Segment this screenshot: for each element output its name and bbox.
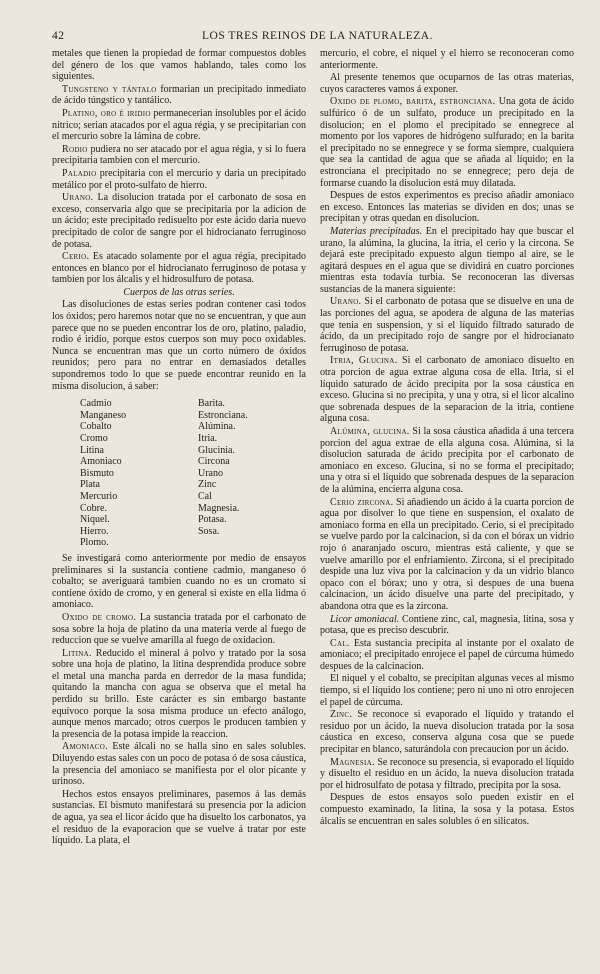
paragraph: [320, 226, 574, 296]
paragraph-text: Si la sosa cáustica añadida á una tercera porcion del agua extrae de ella alguna cosa. Alúmina, si la disolucion saturada de ácido precipita por el carbonato de amoniaco en exceso. Glucina, si no se forma el precipitado; una y otra si el líquido que sobrenada despues de la separacion de la alúmina, encierra alguna cosa.: [320, 426, 574, 495]
paragraph-text: Se reconoce su presencia, si evaporado el líquido y disuelto el residuo en un ácido, la nueva disolucion tratada por el hidrosulfato de potasa y filtrado, precipita por la sosa.: [320, 756, 574, 791]
paragraph: [320, 709, 574, 755]
paragraph-lead: Platino, oro é iridio: [62, 107, 151, 119]
element-list-item: Barita.: [198, 398, 225, 410]
paragraph: Hechos estos ensayos preliminares, pasemos á las demás sustancias. El bismuto manifestará su presencia por la adicion de agua, ya sea el licor ácido que ha disuelto los carbonatos, ya el residuo de la evaporacion que se vuelve á tratar por este líquido. La plata, el: [52, 788, 306, 847]
paragraph-text: permanecerian insolubles por el ácido nítrico; serian atacados por el agua régia, y se precipitarian con el mercurio sobre la lámina de cobre.: [52, 107, 306, 143]
paragraph-text: Contiene zinc, cal, magnesia, litina, sosa y potasa, que es preciso descubrir.: [320, 613, 574, 637]
element-list-item: Cromo: [80, 433, 108, 444]
section-subheading: Cuerpos de las otras series.: [123, 286, 235, 298]
paragraph: [320, 757, 574, 792]
paragraph-lead: Itria, Glucina.: [330, 355, 398, 367]
element-list-item: Magnesia.: [198, 502, 240, 514]
paragraph: [320, 426, 574, 496]
paragraph-lead: Licor amoniacal.: [330, 613, 400, 625]
right-column: [320, 48, 574, 848]
paragraph-lead: Materias precipitadas.: [330, 225, 423, 237]
paragraph-lead: Cal.: [330, 637, 350, 649]
paragraph: [52, 741, 306, 787]
paragraph: Despues de estos experimentos es preciso añadir amoniaco en exceso. Entonces las materias se dividen en dos; unas se precipitan y otras quedan en disolucion.: [320, 190, 574, 225]
paragraph-text: formarian un precipitado inmediato de ácido túngstico y tantálico.: [52, 83, 306, 107]
paragraph-text: precipitaria con el mercurio y daria un precipitado metálico por el proto-sulfato de hierro.: [52, 167, 306, 191]
paragraph-text: Se reconoce si evaporado el líquido y tratando el residuo por un ácido, la nueva disolucion tratada por la sosa cáustica en exceso, conserva alguna cosa que se puede precipitar en blanco, saturándola con precaucion por un ácido.: [320, 709, 574, 756]
paragraph-lead: Oxido de cromo.: [62, 611, 137, 623]
element-list-item: Cobalto: [80, 421, 112, 433]
paragraph: [52, 168, 306, 191]
paragraph: [52, 192, 306, 250]
paragraph-lead: Zinc.: [330, 709, 353, 721]
page-header: [52, 30, 574, 46]
paragraph-lead: Alúmina, glucina.: [330, 426, 410, 437]
paragraph: [52, 84, 306, 107]
paragraph-lead: Magnesia.: [330, 756, 375, 768]
paragraph: [52, 648, 306, 741]
element-list-item: Zinc: [198, 479, 217, 491]
paragraph: [52, 144, 306, 167]
paragraph-lead: Rodio: [62, 143, 88, 155]
element-list-item: Plomo.: [80, 537, 109, 549]
left-column: [52, 48, 306, 848]
element-list-item: Alúmina.: [198, 421, 236, 433]
element-list-left: [52, 398, 192, 549]
paragraph: [52, 612, 306, 647]
element-list-item: Mercurio: [80, 490, 118, 502]
element-list-right: [192, 398, 248, 549]
element-list-item: Glucinia.: [198, 444, 235, 456]
paragraph-text: pudiera no ser atacado por el agua régia, y si lo fuera precipitaria tambien con el mercurio.: [52, 143, 306, 167]
element-list-item: Cobre.: [80, 502, 107, 514]
paragraph: El niquel y el cobalto, se precipitan algunas veces al mismo tiempo, si el líquido los contiene; pero ni uno ni otro enrojecen el papel de cúrcuma.: [320, 673, 574, 708]
paragraph-lead: Amoniaco.: [62, 741, 108, 753]
paragraph-lead: Paladio: [62, 167, 97, 179]
paragraph: metales que tienen la propiedad de formar compuestos dobles del género de los que vamos hablando, tales como los siguientes.: [52, 48, 306, 83]
paragraph-text: Es atacado solamente por el agua régia, precipitado entonces en blanco por el hidrocianato ferruginoso de potasa y tambien por los álcalis y el hidrosulfuro de potasa.: [52, 251, 306, 286]
paragraph-text: En el precipitado hay que buscar el urano, la alúmina, la glucina, la itria, el cerio y la circona. Se dejará este precipitado expuesto algun tiempo al aire, se le agitará despues en el agua que se dividirá en cuatro porciones mientras esta todavía turbia. Se reconoceran las diversas sustancias de la manera siguiente:: [320, 225, 574, 295]
element-list-item: Plata: [80, 479, 100, 491]
paragraph-lead: Cerio.: [62, 251, 90, 263]
element-list-item: Urano: [198, 467, 223, 479]
element-list-item: Cal: [198, 490, 212, 502]
paragraph: [52, 251, 306, 286]
paragraph-text: La disolucion tratada por el carbonato de sosa en exceso, conservaria algo que se precipitaria por la adicion de un ácido; este precipitado redisuelto por este ácido daria nuevo precipitado de color de sangre por el hidrocianato ferruginoso de potasa.: [52, 192, 306, 250]
paragraph: mercurio, el cobre, el niquel y el hierro se reconoceran como anteriormente.: [320, 48, 574, 71]
paragraph: Despues de estos ensayos solo pueden existir en el compuesto examinado, la litina, la sosa y la potasa. Estos álcalis se encuentran en sales solubles ó en silicatos.: [320, 792, 574, 827]
element-list-item: Itria.: [198, 433, 218, 444]
element-list-item: Estronciana.: [198, 409, 248, 421]
paragraph: [320, 638, 574, 673]
paragraph-text: Una gota de ácido sulfúrico ó de un sulfato, produce un precipitado en la disolucion; en el plomo el precipitado se ennegrece al momento por los vapores de hidrógeno sulfurado; en la barita el precipitado no se ennegrece y se forma siempre, cualquiera que sea la cantidad de agua que se añada al líquido; en la estronciana el precipitado no se ennegrece; pero deja de formarse cuando la disolucion está muy dilatada.: [320, 96, 574, 189]
paragraph: Se investigará como anteriormente por medio de ensayos preliminares si la sustancia contiene cadmio, manganeso ó cobalto; se averiguará tambien cuando no es un cromato si contiene óxido de cromo, y en general si existe en ella lidma ó amoniaco.: [52, 552, 306, 611]
element-list-item: Circona: [198, 456, 230, 468]
paragraph-text: Reducido el mineral á polvo y tratado por la sosa sobre una hoja de platino, la litina desprendida produce sobre el metal una mancha parda en derredor de la masa fundida; quitando la mancha con agua se observa que el metal ha perdido su brillo. Este carácter es sin embargo bastante equívoco porque la sosa misma produce un efecto análogo, aunque menos marcado; otros cuerpos le producen tambien y la presencia de la potasa impide la reaccion.: [52, 647, 306, 740]
paragraph-lead: Oxido de plomo, barita, estronciana.: [330, 96, 496, 108]
element-list-item: Cadmio: [80, 398, 112, 410]
paragraph: Las disoluciones de estas series podran contener casi todos los óxidos; pero haremos notar que no se encuentran, y que aun parece que no se pueden encontrar los de oro, platino, paladio, rodio é iridio, porque estos cuerpos son muy poco oxidables. Nunca se encuentran mas que un corto número de óxidos reunidos; pero para no entrar en demasiados detalles supondremos todo lo que se puede encontrar reunido en la misma disolucion, á saber:: [52, 299, 306, 392]
paragraph-text: Esta sustancia precipita al instante por el oxalato de amoniaco; el precipitado enrojece el papel de cúrcuma húmedo despues de la calcinacion.: [320, 637, 574, 672]
paragraph-lead: Urano.: [330, 296, 362, 308]
page-number: 42: [52, 30, 65, 42]
element-list-item: Manganeso: [80, 409, 127, 421]
paragraph: [320, 355, 574, 425]
paragraph-lead: Litina.: [62, 647, 92, 659]
paragraph-text: Si el carbonato de potasa que se disuelve en una de las porciones del agua, se apodera de alguna de las materias que tenia en suspension, y si el líquido filtrado saturado de ácido, da un precipitado rojo de sangre por el hidrocianato ferruginoso de potasa.: [320, 296, 574, 354]
element-list-item: Hierro.: [80, 525, 109, 537]
paragraph-text: La sustancia tratada por el carbonato de sosa sobre la hoja de platino da una materia verde al fuego de reduccion que se vuelve amarilla al fuego de oxidacion.: [52, 611, 306, 647]
paragraph-lead: Tungsteno y tántalo: [62, 83, 157, 95]
paragraph-text: Si el carbonato de amoniaco disuelto en otra porcion de agua extrae alguna cosa de ella. Itria, si el líquido saturado de ácido precipita por la sosa cáustica en exceso. Glucina si no precipita, y una y otra, si el licor alcalino que sobrenada despues de la separacion de la itria, contiene alguna cosa.: [320, 355, 574, 425]
paragraph: [320, 96, 574, 189]
element-list-item: Amoniaco: [80, 456, 122, 468]
paragraph: [320, 296, 574, 354]
paragraph-lead: Urano.: [62, 192, 94, 204]
paragraph-lead: Cerio zircona.: [330, 496, 394, 508]
two-column-body: [52, 48, 574, 848]
element-list-item: Bismuto: [80, 467, 114, 479]
paragraph: Al presente tenemos que ocuparnos de las otras materias, cuyos caracteres vamos á exponer.: [320, 72, 574, 95]
paragraph: [320, 614, 574, 637]
paragraph: [320, 497, 574, 613]
paragraph-text: Si añadiendo un ácido á la cuarta porcion de agua por disolver lo que tiene en suspension, el oxalato de amoniaco forma en ella un precipitado. Cerio, si el precipitado se vuelve pardo por la calcinacion, si da con el bórax un vidrio rojo ó anaranjado oscuro, mientras está caliente, y que se vuelve amarillo por el enfriamiento. Zircona, si el precipitado despide una luz viva por la calcinacion y da un vidrio blanco opaco con el bórax; uno y otra, si despues de una buena calcinacion, un ácido disuelve una parte del precipitado, y abandona otra que es la zircona.: [320, 496, 575, 612]
running-title: LOS TRES REINOS DE LA NATURALEZA.: [202, 30, 433, 42]
element-list-item: Niquel.: [80, 514, 110, 526]
element-list: [52, 398, 306, 549]
element-list-item: Potasa.: [198, 514, 227, 526]
paragraph: [52, 108, 306, 143]
element-list-item: Sosa.: [198, 525, 220, 537]
paragraph-text: Este álcali no se halla sino en sales solubles. Diluyendo estas sales con un poco de potasa ó de sosa cáustica, la presencia del amoniaco se manifiesta por el olor picante y urinoso.: [52, 741, 306, 788]
element-list-item: Litina: [80, 444, 104, 456]
